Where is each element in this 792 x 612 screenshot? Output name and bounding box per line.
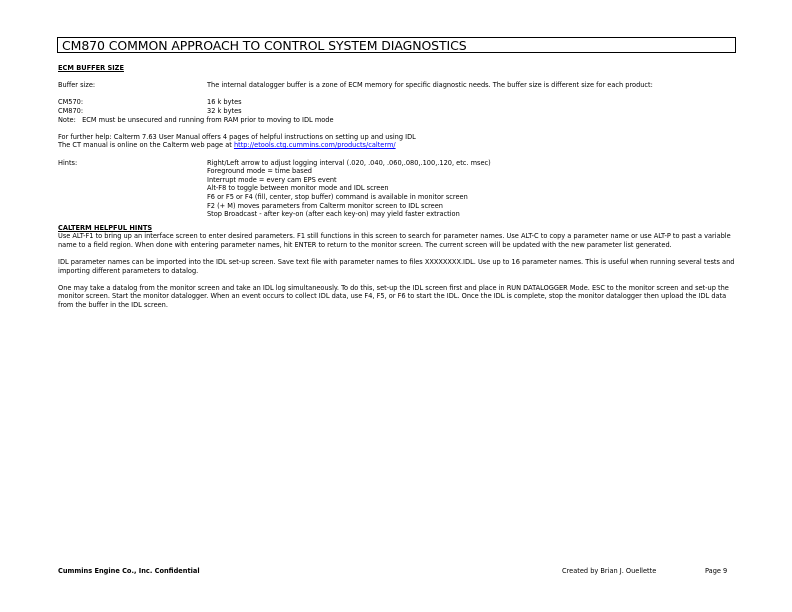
calterm-hint-paragraph: IDL parameter names can be imported into the IDL set-up screen. Save text file with parameter names to files XXXXXXXX.IDL. Use up to 16 parameter names. This is useful when running several tests and importing different parameters to datalog. [58, 258, 735, 275]
page-title-box [57, 37, 736, 53]
product-row-cm870 [58, 107, 738, 116]
further-help-line: For further help: Calterm 7.63 User Manual offers 4 pages of helpful instructions on setting up and using IDL [58, 132, 416, 141]
ecm-buffer-heading: ECM BUFFER SIZE [58, 64, 124, 72]
ecm-note: Note: ECM must be unsecured and running from RAM prior to moving to IDL mode [58, 115, 334, 124]
calterm-hints-heading: CALTERM HELPFUL HINTS [58, 223, 153, 232]
hints-row [58, 159, 738, 219]
hint-item: Interrupt mode = every cam EPS event [207, 175, 337, 184]
footer-company: Cummins Engine Co., Inc. Confidential [58, 567, 200, 575]
hint-item: F2 (+ M) moves parameters from Calterm monitor screen to IDL screen [207, 201, 443, 210]
hints-label: Hints: [58, 158, 78, 167]
hint-item: Alt-F8 to toggle between monitor mode and IDL screen [207, 184, 389, 193]
hint-item: Foreground mode = time based [207, 167, 312, 176]
hint-item: F6 or F5 or F4 (fill, center, stop buffer) command is available in monitor screen [207, 192, 468, 201]
hint-item: Right/Left arrow to adjust logging interval (.020, .040, .060,.080,.100,.120, etc. msec) [207, 158, 491, 167]
calterm-web-link[interactable]: http://etools.ctg.cummins.com/products/calterm/ [233, 141, 396, 150]
buffer-size-text: The internal datalogger buffer is a zone of ECM memory for specific diagnostic needs. The buffer size is different size for each product: [207, 81, 653, 90]
calterm-manual-text: The CT manual is online on the Calterm web page at [58, 141, 234, 150]
footer-page-number: Page 9 [705, 567, 728, 575]
buffer-size-row [58, 81, 738, 90]
calterm-manual-line [58, 141, 738, 150]
buffer-size-label: Buffer size: [58, 81, 96, 90]
product-label: CM870: [58, 106, 84, 115]
product-value: 16 k bytes [207, 98, 242, 107]
hints-list [207, 159, 738, 219]
product-row-cm570 [58, 98, 738, 107]
document-body [58, 64, 738, 310]
product-value: 32 k bytes [207, 106, 242, 115]
calterm-hint-paragraph: One may take a datalog from the monitor screen and take an IDL log simultaneously. To do this, set-up the IDL screen first and place in RUN DATALOGGER Mode. ESC to the monitor screen and set-up the monitor screen. Start the monitor datalogger. When an event occurs to collect IDL data, use F4, F5, or F6 to start the IDL. Once the IDL is complete, stop the monitor datalogger then upload the IDL data from the buffer in the IDL screen. [58, 283, 729, 310]
product-label: CM570: [58, 98, 84, 107]
hint-item: Stop Broadcast - after key-on (after each key-on) may yield faster extraction [207, 210, 460, 219]
page-title: CM870 COMMON APPROACH TO CONTROL SYSTEM DIAGNOSTICS [62, 38, 467, 53]
calterm-hint-paragraph: Use ALT-F1 to bring up an interface screen to enter desired parameters. F1 still functions in this screen to search for parameter names. Use ALT-C to copy a parameter name or use ALT-P to past a variable name to a field region. When done with entering parameter names, hit ENTER to return to the monitor screen. The current screen will be updated with the new parameter list generated. [58, 232, 731, 249]
footer-author: Created by Brian J. Ouellette [562, 567, 657, 575]
